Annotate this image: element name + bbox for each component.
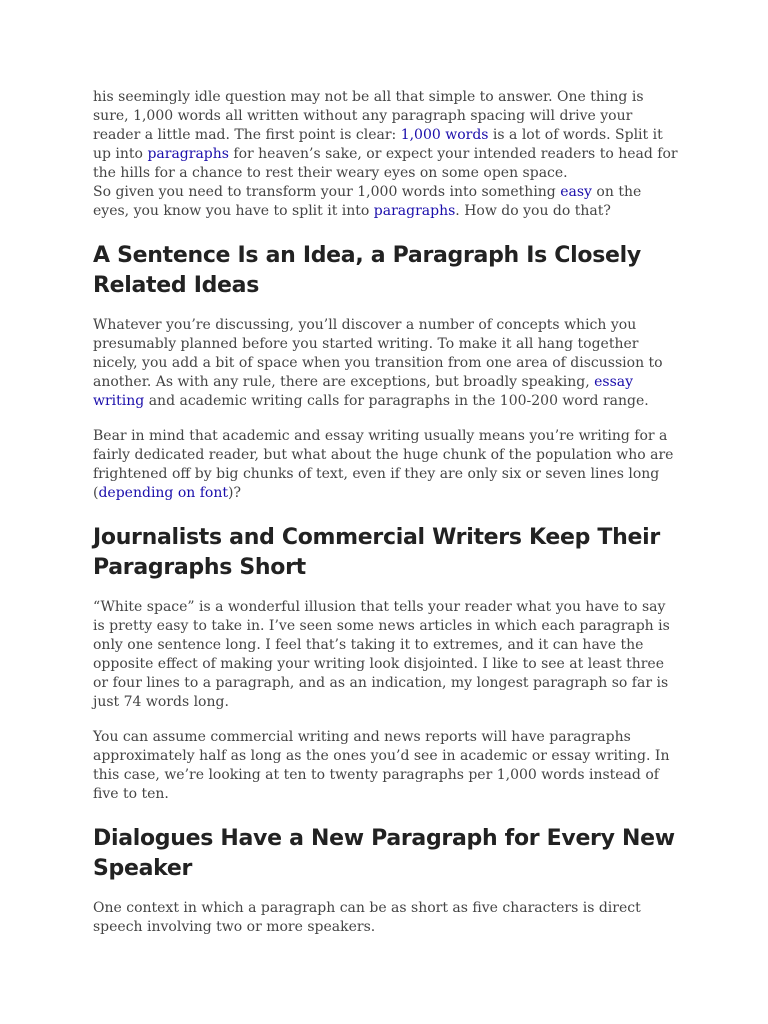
link-easy[interactable]: easy: [560, 184, 592, 200]
link-depending-on-font[interactable]: depending on font: [98, 485, 228, 501]
section1-paragraph-1: [93, 316, 678, 411]
section2-paragraph-1: “White space” is a wonderful illusion that tells your reader what you have to say is pretty easy to take in. I’ve seen some news articles in which each paragraph is only one sentence long. I feel that’s taking it to extremes, and it can have the opposite effect of making your writing look disjointed. I like to see at least three or four lines to a paragraph, and as an indication, my longest paragraph so far is just 74 words long.: [93, 599, 670, 710]
section-heading-dialogues: Dialogues Have a New Paragraph for Every New Speaker: [93, 826, 675, 881]
link-1000-words[interactable]: 1,000 words: [400, 127, 489, 143]
link-paragraphs[interactable]: paragraphs: [147, 146, 229, 162]
intro-paragraph-1: [93, 88, 678, 183]
article: [93, 88, 678, 953]
text: Whatever you’re discussing, you’ll discover a number of concepts which you presumably planned before you started writing. To make it all hang together nicely, you add a bit of space when you transition from one area of discussion to another. As with any rule, there are exceptions, but broadly speaking,: [93, 317, 663, 390]
intro-paragraph-2: [93, 183, 678, 221]
section-heading-sentence-idea: A Sentence Is an Idea, a Paragraph Is Closely Related Ideas: [93, 243, 641, 298]
text: . How do you do that?: [455, 203, 611, 219]
text: his seemingly idle question may not be all that simple to answer. One thing is sure, 1,000 words all written without any paragraph spacing will drive your reader a little mad. The first point is clear:: [93, 89, 644, 143]
section1-paragraph-2: [93, 427, 678, 503]
text: )?: [228, 485, 241, 501]
text: So given you need to transform your 1,000 words into something: [93, 184, 561, 200]
text: is a lot of words. Split it up into: [93, 127, 663, 162]
text: Bear in mind that academic and essay writing usually means you’re writing for a fairly dedicated reader, but what about the huge chunk of the population who are frightened off by big chunks of text, even if they are only six or seven lines long (: [93, 428, 674, 501]
text: for heaven’s sake, or expect your intended readers to head for the hills for a chance to rest their weary eyes on some open space.: [93, 146, 678, 181]
link-paragraphs-2[interactable]: paragraphs: [373, 203, 456, 219]
link-essay-writing[interactable]: essay writing: [93, 374, 634, 409]
text: on the eyes, you know you have to split it into: [93, 184, 642, 219]
section2-paragraph-2: You can assume commercial writing and news reports will have paragraphs approximately half as long as the ones you’d see in academic or essay writing. In this case, we’re looking at ten to twenty paragraphs per 1,000 words instead of five to ten.: [93, 729, 670, 802]
text: and academic writing calls for paragraphs in the 100-200 word range.: [144, 393, 649, 409]
section3-paragraph-1: One context in which a paragraph can be as short as five characters is direct speech involving two or more speakers.: [93, 900, 641, 935]
section-heading-journalists: Journalists and Commercial Writers Keep Their Paragraphs Short: [93, 525, 660, 580]
